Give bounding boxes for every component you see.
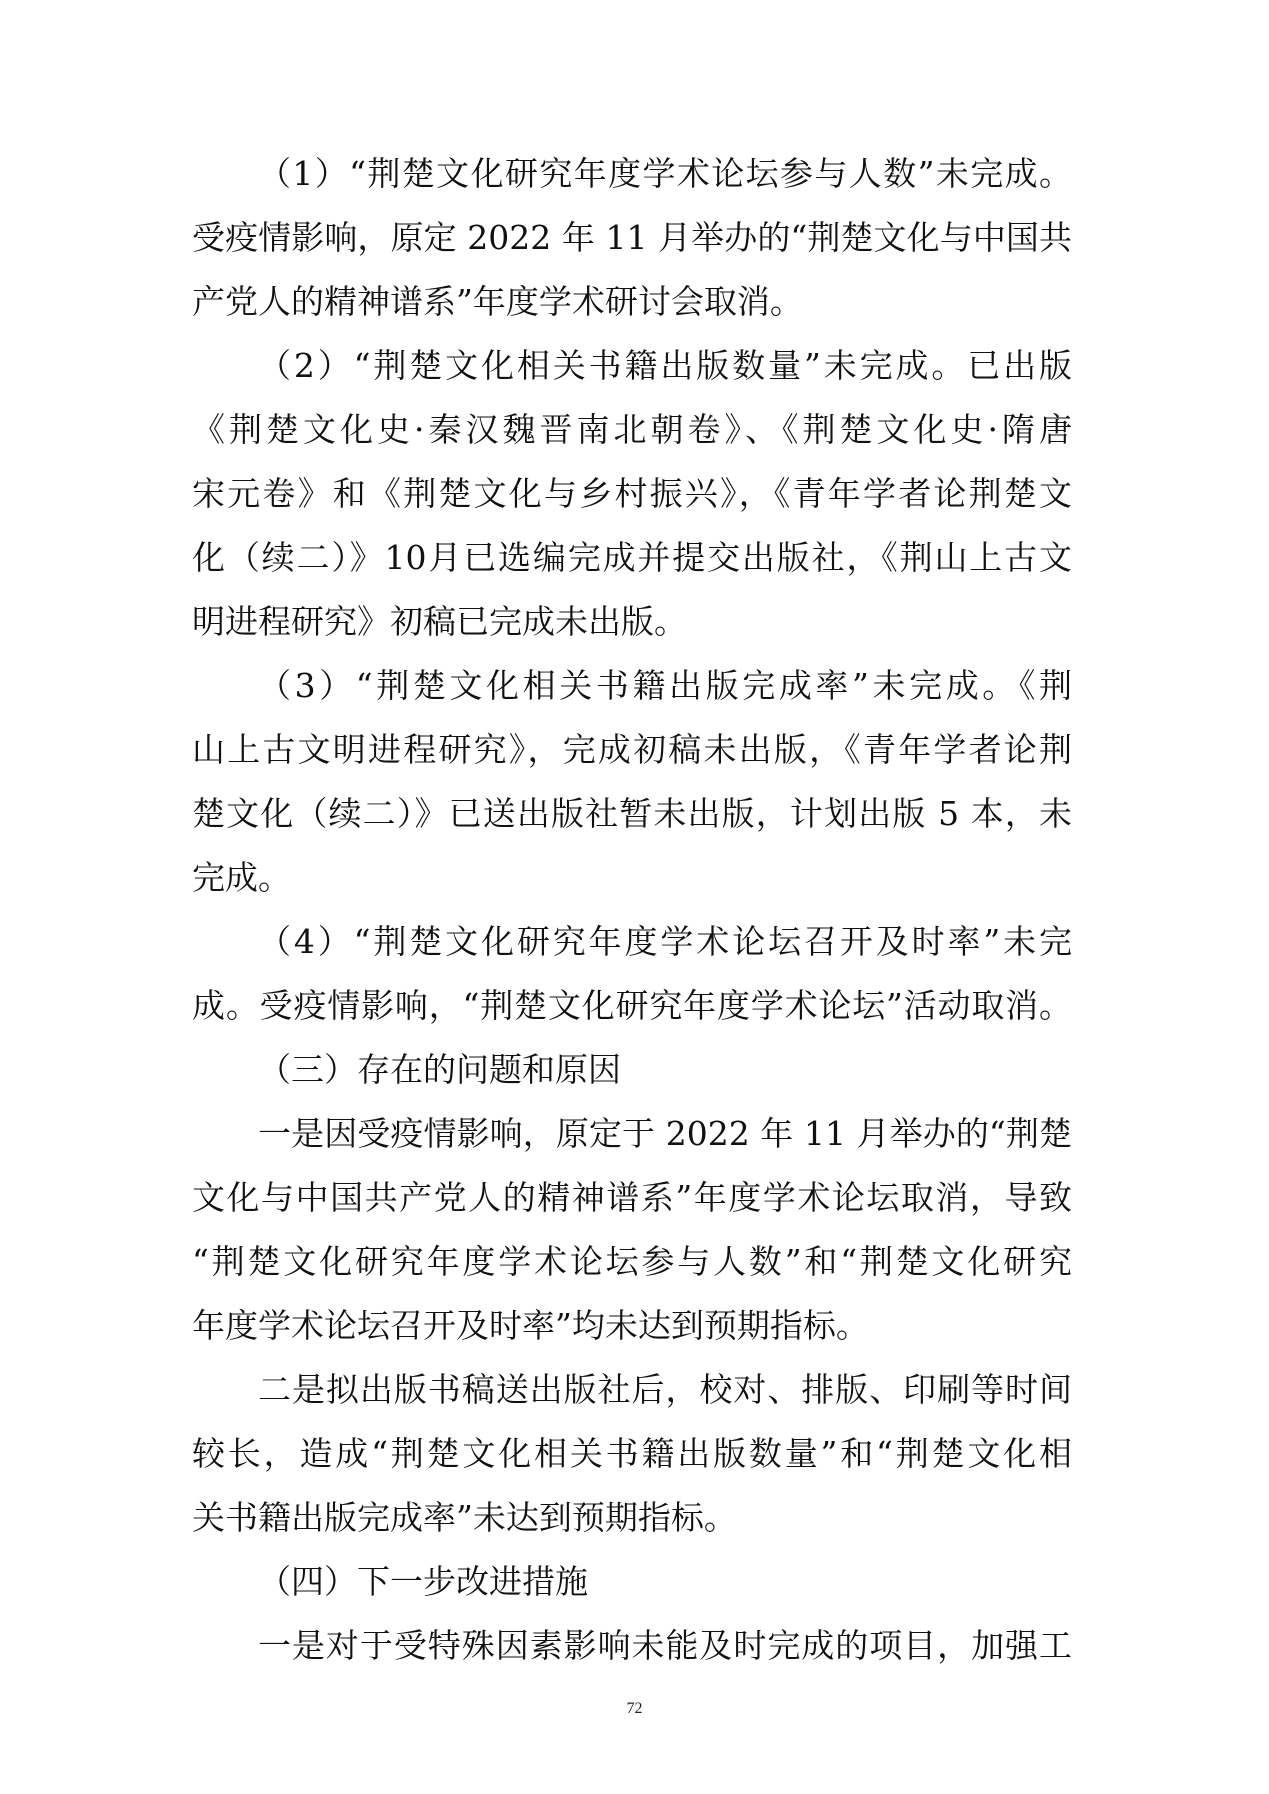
- reason-1-line-1: 一是因受疫情影响，原定于 2022 年 11 月举办的“荆楚: [258, 1114, 1072, 1153]
- item-3-line-3: 楚文化（续二）》已送出版社暂未出版，计划出版 5 本，未: [192, 794, 1072, 833]
- section-heading-improvements: （四）下一步改进措施: [258, 1562, 588, 1601]
- item-3-line-2: 山上古文明进程研究》，完成初稿未出版，《青年学者论荆: [192, 730, 1072, 769]
- reason-2-line-3: 关书籍出版完成率”未达到预期指标。: [192, 1498, 737, 1537]
- item-2-line-1: （2）“荆楚文化相关书籍出版数量”未完成。已出版: [258, 346, 1072, 385]
- item-4-line-2: 成。受疫情影响，“荆楚文化研究年度学术论坛”活动取消。: [192, 986, 1072, 1025]
- item-1-line-1: （1）“荆楚文化研究年度学术论坛参与人数”未完成。: [258, 154, 1072, 193]
- page-number: 72: [626, 1700, 643, 1717]
- reason-2-line-1: 二是拟出版书稿送出版社后，校对、排版、印刷等时间: [258, 1370, 1072, 1409]
- item-1-line-3: 产党人的精神谱系”年度学术研讨会取消。: [192, 282, 803, 321]
- item-3-line-1: （3）“荆楚文化相关书籍出版完成率”未完成。《荆: [258, 666, 1072, 705]
- item-4-line-1: （4）“荆楚文化研究年度学术论坛召开及时率”未完: [258, 922, 1072, 961]
- measure-1-line-1: 一是对于受特殊因素影响未能及时完成的项目，加强工: [258, 1626, 1072, 1665]
- item-3-line-4: 完成。: [192, 858, 291, 897]
- item-2-line-3: 宋元卷》和《荆楚文化与乡村振兴》，《青年学者论荆楚文: [192, 474, 1072, 513]
- item-2-line-5: 明进程研究》初稿已完成未出版。: [192, 602, 687, 641]
- item-2-line-4: 化（续二）》10月已选编完成并提交出版社，《荆山上古文: [192, 538, 1072, 577]
- section-heading-problems: （三）存在的问题和原因: [258, 1050, 621, 1089]
- reason-2-line-2: 较长，造成“荆楚文化相关书籍出版数量”和“荆楚文化相: [192, 1434, 1072, 1473]
- item-2-line-2: 《荆楚文化史·秦汉魏晋南北朝卷》、《荆楚文化史·隋唐: [192, 410, 1072, 449]
- reason-1-line-3: “荆楚文化研究年度学术论坛参与人数”和“荆楚文化研究: [192, 1242, 1072, 1281]
- reason-1-line-2: 文化与中国共产党人的精神谱系”年度学术论坛取消，导致: [192, 1178, 1072, 1217]
- reason-1-line-4: 年度学术论坛召开及时率”均未达到预期指标。: [192, 1306, 869, 1345]
- item-1-line-2: 受疫情影响，原定 2022 年 11 月举办的“荆楚文化与中国共: [192, 218, 1072, 257]
